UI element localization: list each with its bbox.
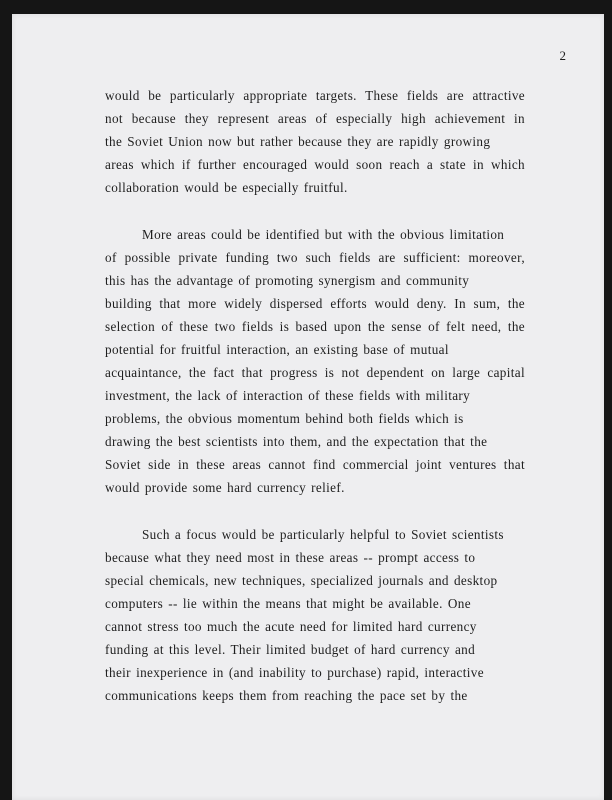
page-number: 2	[559, 48, 566, 63]
text-line: special chemicals, new techniques, specialized journals and desktop	[105, 573, 498, 588]
text-line: would be particularly appropriate targets. These fields are attractive	[105, 88, 525, 103]
text-line: cannot stress too much the acute need for limited hard currency	[105, 619, 477, 634]
text-line: problems, the obvious momentum behind both fields which is	[105, 411, 464, 426]
text-line: investment, the lack of interaction of these fields with military	[105, 388, 471, 403]
text-line: collaboration would be especially fruitful.	[105, 180, 348, 195]
text-line: selection of these two fields is based upon the sense of felt need, the	[105, 319, 525, 334]
text-line: potential for fruitful interaction, an existing base of mutual	[105, 342, 449, 357]
text-line: communications keeps them from reaching the pace set by the	[105, 688, 468, 703]
document-body	[105, 84, 525, 731]
paragraph	[105, 223, 525, 499]
text-line: computers -- lie within the means that might be available. One	[105, 596, 471, 611]
paragraph	[105, 84, 525, 199]
text-line: funding at this level. Their limited budget of hard currency and	[105, 642, 476, 657]
text-line: this has the advantage of promoting synergism and community	[105, 273, 470, 288]
document-page	[12, 14, 604, 800]
text-line: of possible private funding two such fields are sufficient: moreover,	[105, 250, 525, 265]
text-line: would provide some hard currency relief.	[105, 480, 345, 495]
text-line: because what they need most in these areas -- prompt access to	[105, 550, 476, 565]
text-line: acquaintance, the fact that progress is not dependent on large capital	[105, 365, 525, 380]
text-line: not because they represent areas of especially high achievement in	[105, 111, 525, 126]
text-line: Such a focus would be particularly helpful to Soviet scientists	[142, 527, 504, 542]
text-line: their inexperience in (and inability to purchase) rapid, interactive	[105, 665, 484, 680]
text-line: Soviet side in these areas cannot find commercial joint ventures that	[105, 457, 525, 472]
text-line: areas which if further encouraged would soon reach a state in which	[105, 157, 525, 172]
text-line: the Soviet Union now but rather because they are rapidly growing	[105, 134, 491, 149]
paragraph	[105, 523, 525, 707]
text-line: building that more widely dispersed efforts would deny. In sum, the	[105, 296, 525, 311]
text-line: More areas could be identified but with the obvious limitation	[142, 227, 505, 242]
text-line: drawing the best scientists into them, and the expectation that the	[105, 434, 488, 449]
